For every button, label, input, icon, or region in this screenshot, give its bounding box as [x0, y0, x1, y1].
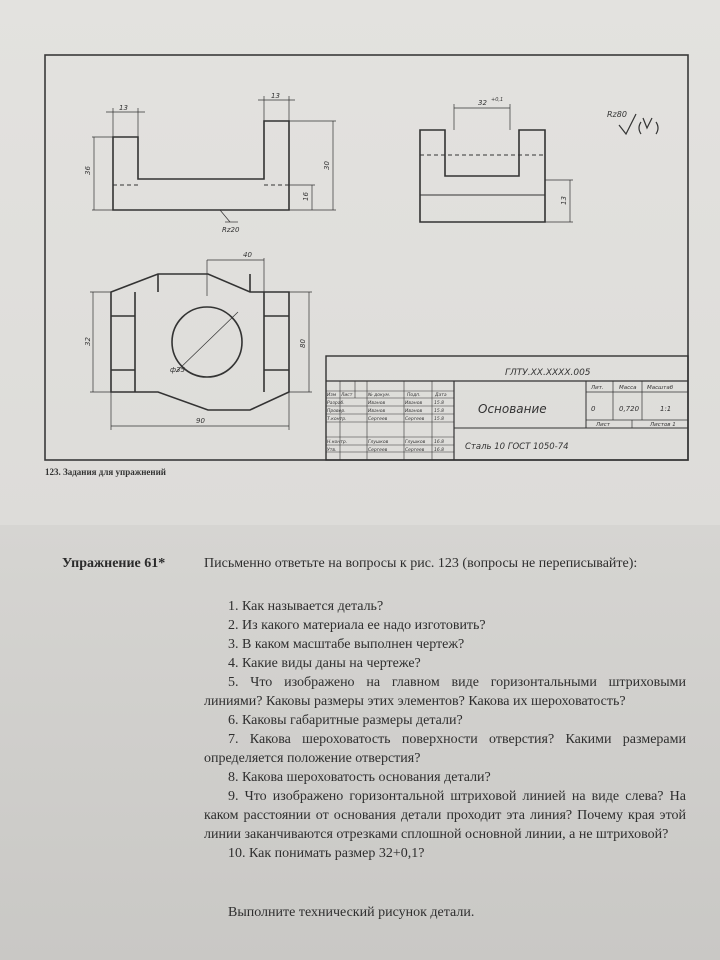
dim-13-left-view: 13 — [560, 196, 568, 205]
drawing-frame — [45, 55, 688, 460]
tb-row-sign: Иванов — [405, 409, 423, 414]
tb-row-date: 15.8 — [434, 401, 445, 406]
lit-value: 0 — [591, 405, 596, 413]
tb-row-name: Иванов — [368, 401, 386, 406]
material: Сталь 10 ГОСТ 1050-74 — [465, 442, 569, 452]
sheet-header: Лист — [596, 422, 610, 428]
tb-row-name: Сергеев — [368, 448, 388, 453]
part-name: Основание — [478, 402, 547, 416]
exercise-intro: Письменно ответьте на вопросы к рис. 123 (вопросы не переписывайте): — [204, 556, 638, 571]
question-item: 7. Какова шероховатость поверхности отверстия? Какими размерами определяется положение отверстия? — [204, 732, 686, 766]
question-item: 2. Из какого материала ее надо изготовить? — [228, 618, 486, 633]
tb-row-sign: Иванов — [405, 401, 423, 406]
mass-header: Масса — [619, 385, 637, 391]
top-view — [90, 258, 312, 430]
dim-13-left: 13 — [119, 104, 128, 112]
final-task: Выполните технический рисунок детали. — [228, 905, 475, 920]
question-item: 8. Какова шероховатость основания детали? — [228, 770, 491, 785]
doc-code: ГЛТУ.ХХ.ХХХХ.005 — [505, 368, 591, 378]
tb-row-sign: Сергеев — [405, 417, 425, 422]
dim-13-right: 13 — [271, 92, 280, 100]
dim-36: 36 — [84, 166, 92, 175]
tb-hdr-list: Лист — [341, 393, 353, 398]
question-list — [204, 597, 686, 863]
tb-row-sign: Глушков — [405, 440, 426, 445]
question-item: 10. Как понимать размер 32+0,1? — [228, 846, 425, 861]
tb-row-role: Разраб. — [327, 401, 345, 406]
tb-row-role: Т.контр. — [327, 417, 347, 422]
dim-16: 16 — [302, 192, 310, 201]
dim-80: 80 — [299, 339, 307, 348]
question-item: 1. Как называется деталь? — [228, 599, 384, 614]
sheets-header: Листов 1 — [650, 422, 676, 428]
tb-row-date: 16.8 — [434, 440, 445, 445]
dim-90: 90 — [196, 417, 205, 425]
dim-32-top: 32 — [84, 337, 92, 346]
tb-row-name: Сергеев — [368, 417, 388, 422]
front-view — [92, 96, 336, 222]
tb-row-date: 15.8 — [434, 417, 445, 422]
question-item: 5. Что изображено на главном виде горизонтальными штриховыми линиями? Каковы размеры этих элементов? Какова их шероховатость? — [204, 675, 686, 709]
tb-row-name: Глушков — [368, 440, 389, 445]
tb-row-date: 16.8 — [434, 448, 445, 453]
dim-32-tolerance: +0,1 — [491, 97, 504, 103]
dim-40: 40 — [243, 251, 252, 259]
left-view — [420, 104, 573, 222]
question-item: 6. Каковы габаритные размеры детали? — [228, 713, 463, 728]
question-item: 9. Что изображено горизонтальной штриховой линией на виде слева? На каком расстоянии от основания детали проходит эта линия? Почему края этой линии заканчиваются отрезками сплошной основной линии, а не штриховой? — [204, 789, 686, 842]
tb-hdr-sign: Подп. — [407, 393, 421, 398]
exercise-title: Упражнение 61* — [62, 556, 166, 571]
roughness-rz20: Rz20 — [222, 226, 240, 234]
question-item: 4. Какие виды даны на чертеже? — [228, 656, 421, 671]
tb-hdr-doc: № докум. — [368, 393, 391, 398]
tb-hdr-date: Дата — [435, 393, 447, 398]
dim-diameter-35: ф35 — [170, 366, 185, 374]
tb-row-role: Провер. — [327, 409, 346, 414]
tb-hdr-izm: Изм — [327, 393, 337, 398]
tb-row-date: 15.8 — [434, 409, 445, 414]
lit-header: Лит. — [591, 385, 604, 391]
tb-row-role: Утв. — [327, 448, 337, 453]
scale-value: 1:1 — [660, 405, 672, 413]
roughness-rz80: Rz80 — [607, 110, 627, 119]
scale-header: Масштаб — [647, 385, 674, 391]
dim-30: 30 — [323, 161, 331, 170]
mass-value: 0,720 — [619, 405, 640, 413]
tb-row-sign: Сергеев — [405, 448, 425, 453]
tb-row-role: Н.контр. — [327, 440, 348, 445]
dim-32: 32 — [478, 99, 487, 107]
tb-row-name: Иванов — [368, 409, 386, 414]
question-item: 3. В каком масштабе выполнен чертеж? — [228, 637, 465, 652]
figure-caption: 123. Задания для упражнений — [45, 467, 166, 477]
